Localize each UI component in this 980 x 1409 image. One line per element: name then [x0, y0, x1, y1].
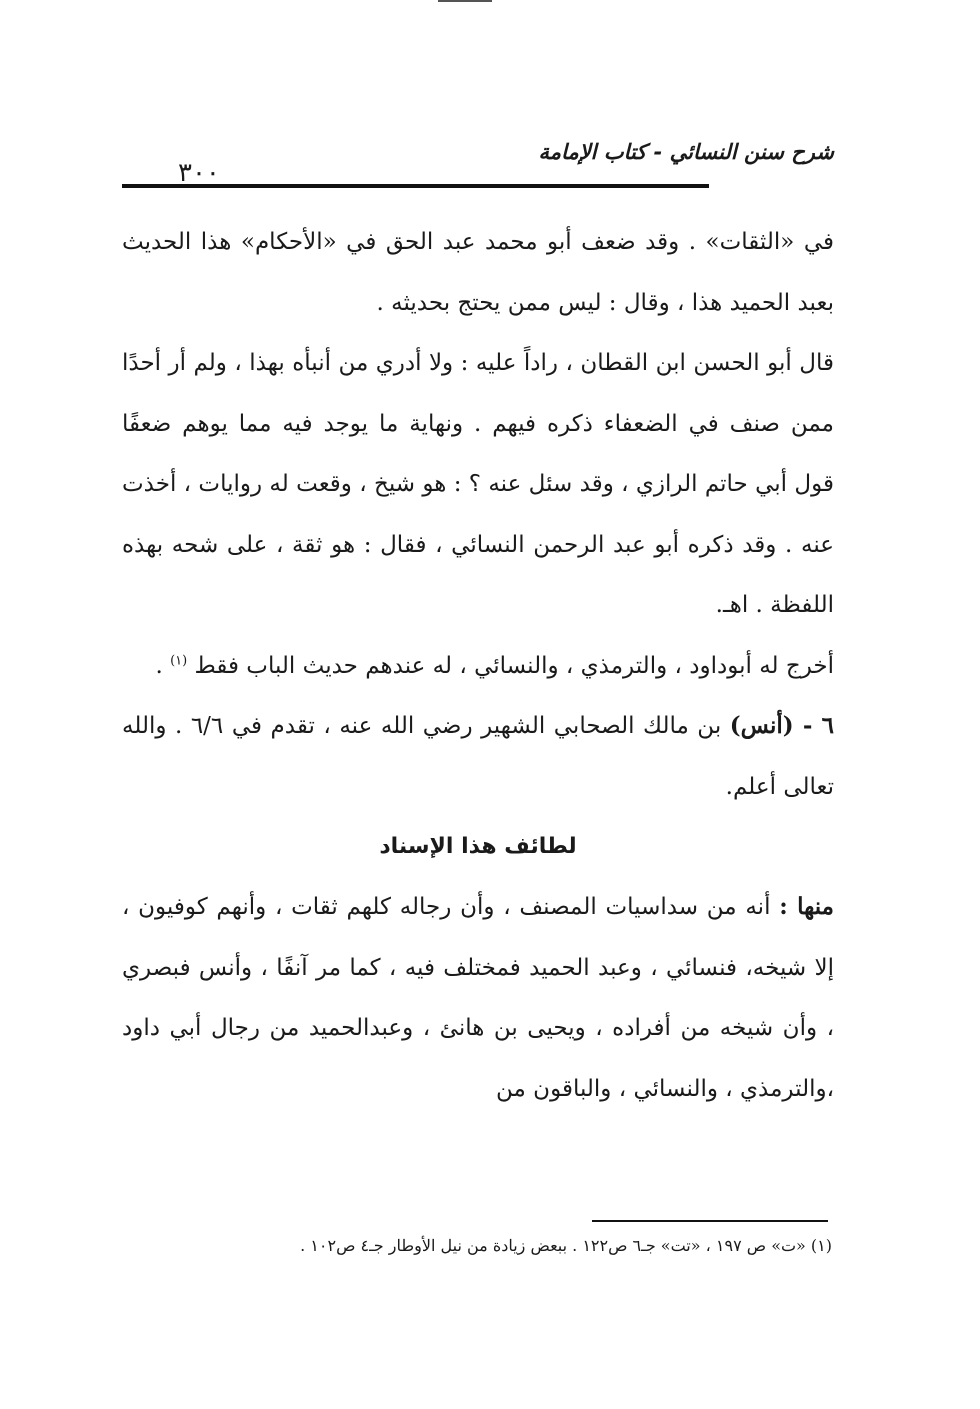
section-heading: لطائف هذا الإسناد: [379, 834, 577, 859]
footnote-reference[interactable]: (١): [170, 652, 188, 668]
narrator-number-label: ٦ - (أنس): [729, 712, 834, 739]
top-edge-rule: [438, 0, 492, 2]
paragraph-1: في «الثقات» . وقد ضعف أبو محمد عبد الحق في «الأحكام» هذا الحديث بعبد الحميد هذا ، وقال : ليس ممن يحتج بحديثه .: [122, 229, 834, 316]
paragraph-2: قال أبو الحسن ابن القطان ، راداً عليه : ولا أدري من أنبأه بهذا ، ولم أر أحدًا ممن صنف في الضعفاء ذكره فيهم . ونهاية ما يوجد فيه مما يوهم ضعفًا قول أبي حاتم الرازي ، وقد سئل عنه ؟ : هو شيخ ، وقعت له روايات ، أخذت عنه . وقد ذكره أبو عبد الرحمن النسائي ، فقال : هو ثقة ، على شحه بهذه اللفظة . اهـ.: [122, 350, 834, 618]
page-header: [122, 140, 834, 196]
paragraph-4: [122, 696, 834, 817]
footnote-separator: [592, 1220, 828, 1222]
paragraph-3: [122, 636, 834, 697]
footnote: (١) «ت» ص ١٩٧ ، «تت» جـ٦ ص١٢٢ . ببعض زيادة من نيل الأوطار جـ٤ ص١٠٢ .: [300, 1236, 832, 1255]
paragraph-5-text: أنه من سداسيات المصنف ، وأن رجاله كلهم ثقات ، وأنهم كوفيون ، إلا شيخه، فنسائي ، وعبد الحميد فمختلف فيه ، كما مر آنفًا ، وأنس فبصري ، وأن شيخه من أفراده ، ويحيى بن هانئ ، وعبدالحميد من رجال أبي داود ،والترمذي ، والنسائي ، والباقون من: [122, 894, 834, 1102]
main-text: [122, 212, 834, 1119]
running-title: شرح سنن النسائي - كتاب الإمامة: [538, 140, 834, 164]
paragraph-3-text: أخرج له أبوداود ، والترمذي ، والنسائي ، له عندهم حديث الباب فقط: [194, 652, 834, 679]
page-number-dash: [122, 184, 166, 188]
paragraph-5-lead: منها :: [779, 893, 834, 920]
paragraph-5: [122, 877, 834, 1119]
paragraph-3-end: .: [155, 652, 163, 679]
page-number: ٣٠٠: [178, 158, 220, 188]
paragraph-4-text: بن مالك الصحابي الشهير رضي الله عنه ، تقدم في ٦/٦ . والله تعالى أعلم.: [122, 713, 834, 800]
